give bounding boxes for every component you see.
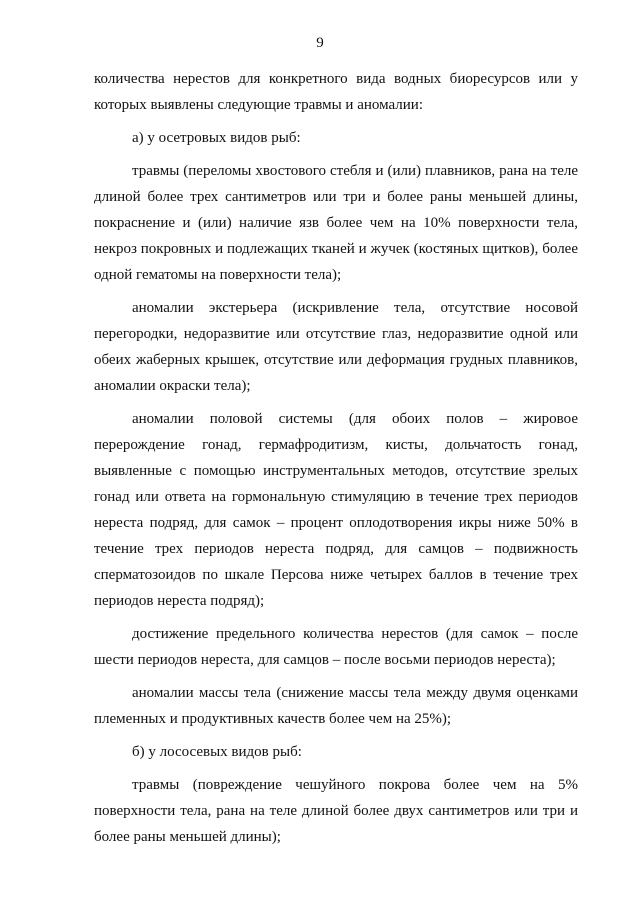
paragraph-section-b-heading: б) у лососевых видов рыб: bbox=[132, 744, 302, 760]
paragraph-salmon-injuries: травмы (повреждение чешуйного покрова более чем на 5% поверхности тела, рана на теле длиной более двух сантиметров или три и более раны меньшей длины); bbox=[94, 777, 578, 845]
paragraph-spawning-limit: достижение предельного количества нерестов (для самок – после шести периодов нереста, для самцов – после восьми периодов нереста); bbox=[94, 626, 578, 668]
paragraph-exterior-anomalies: аномалии экстерьера (искривление тела, отсутствие носовой перегородки, недоразвитие или отсутствие глаз, недоразвитие одной или обеих жаберных крышек, отсутствие или деформация грудных плавников, аномалии окраски тела); bbox=[94, 300, 578, 394]
page-number: 9 bbox=[316, 35, 324, 51]
paragraph-reproductive-anomalies: аномалии половой системы (для обоих полов – жировое перерождение гонад, гермафродитизм, кисты, дольчатость гонад, выявленные с помощью инструментальных методов, отсутствие зрелых гонад или ответа на гормональную стимуляцию в течение трех периодов нереста подряд, для самок – процент оплодотворения икры ниже 50% в течение трех периодов нереста подряд, для самцов – подвижность сперматозоидов по шкале Персова ниже четырех баллов в течение трех периодов нереста подряд); bbox=[94, 411, 578, 609]
paragraph-sturgeon-injuries: травмы (переломы хвостового стебля и (или) плавников, рана на теле длиной более трех сантиметров или три и более раны меньшей длины, покраснение и (или) наличие язв более чем на 10% поверхности тела, некроз покровных и подлежащих тканей и жучек (костяных щитков), более одной гематомы на поверхности тела); bbox=[94, 163, 578, 283]
paragraph-section-a-heading: а) у осетровых видов рыб: bbox=[132, 130, 301, 146]
paragraph-body-mass-anomalies: аномалии массы тела (снижение массы тела между двумя оценками племенных и продуктивных качеств более чем на 25%); bbox=[94, 685, 578, 727]
paragraph-continuation: количества нерестов для конкретного вида водных биоресурсов или у которых выявлены следующие травмы и аномалии: bbox=[94, 71, 578, 113]
document-body bbox=[94, 66, 578, 850]
